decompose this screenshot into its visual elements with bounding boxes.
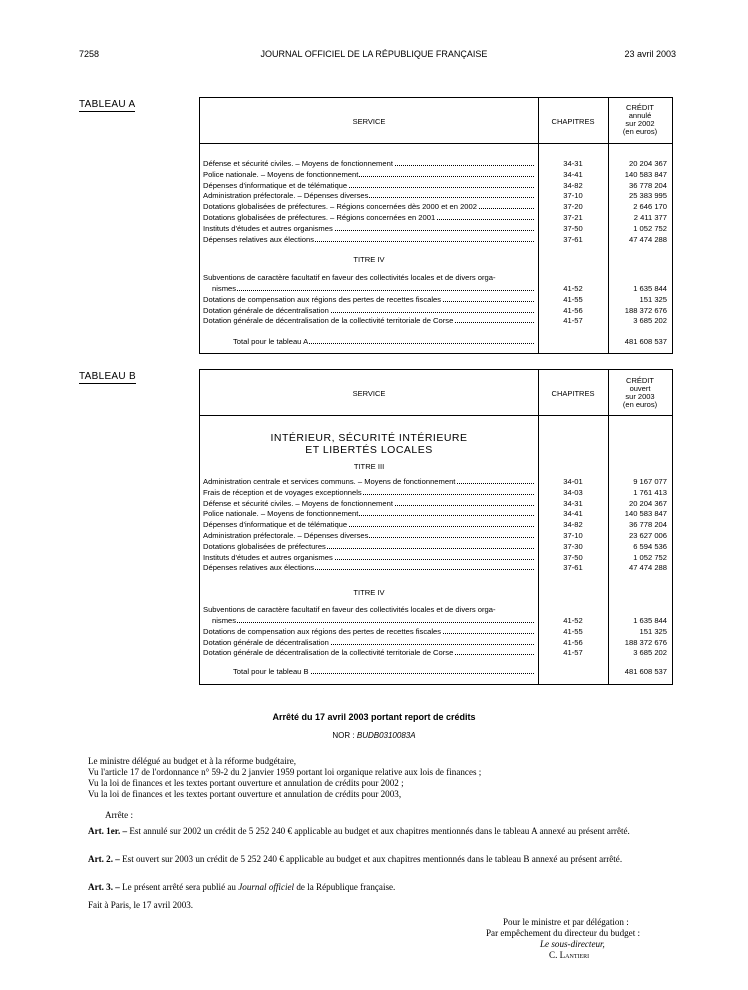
- table-row: [200, 541, 672, 552]
- intro-line: Vu la loi de finances et les textes portant ouverture et annulation de crédits pour 2003,: [88, 789, 402, 799]
- col-service-header: SERVICE: [352, 117, 386, 126]
- credit-cell: 1 052 752: [633, 223, 667, 233]
- service-cell: Défense et sécurité civiles. – Moyens de fonctionnement: [203, 498, 534, 509]
- credit-cell: 47 474 288: [628, 234, 667, 244]
- service-cell: Dotation générale de décentralisation: [203, 637, 534, 648]
- credit-cell: 47 474 288: [628, 563, 667, 573]
- credit-cell: 140 583 847: [624, 169, 667, 179]
- titre-iii-heading: TITRE III: [353, 462, 385, 471]
- table-row: [200, 626, 672, 637]
- service-cell: Frais de réception et de voyages exceptionnels: [203, 487, 534, 498]
- credit-cell: 3 685 202: [633, 316, 667, 326]
- journal-title: JOURNAL OFFICIEL DE LA RÉPUBLIQUE FRANÇAISE: [260, 49, 488, 59]
- chapitre-cell: 34-41: [563, 509, 583, 519]
- credit-cell: 1 635 844: [633, 284, 667, 293]
- chapitre-cell: 34-31: [563, 159, 583, 168]
- fait-a-paris: Fait à Paris, le 17 avril 2003.: [88, 900, 194, 910]
- signature-line-1: Pour le ministre et par délégation :: [503, 917, 629, 927]
- service-cell: Instituts d'études et autres organismes: [203, 552, 534, 563]
- chapitre-cell: 34-82: [563, 520, 583, 530]
- signature-line-2: Par empêchement du directeur du budget :: [486, 928, 641, 938]
- page-number: 7258: [79, 49, 100, 59]
- credit-cell: 2 646 170: [633, 202, 667, 212]
- table-row: [200, 508, 672, 519]
- arrete-title: Arrêté du 17 avril 2003 portant report de crédits: [272, 712, 476, 722]
- table-row: [200, 562, 672, 573]
- credit-cell: 188 372 676: [624, 637, 667, 647]
- chapitre-cell: 37-61: [563, 234, 583, 244]
- service-cell: nismes: [212, 283, 534, 294]
- chapitre-cell: 41-55: [563, 294, 583, 304]
- service-cell: Administration préfectorale. – Dépenses diverses: [203, 530, 534, 541]
- table-row: [200, 498, 672, 509]
- chapitre-cell: 34-03: [563, 487, 583, 497]
- chapitre-cell: 41-56: [563, 305, 583, 315]
- service-cell: Dotations de compensation aux régions des pertes de recettes fiscales: [203, 626, 534, 637]
- service-cell: Dotations de compensation aux régions des pertes de recettes fiscales: [203, 294, 534, 305]
- service-cell: Défense et sécurité civiles. – Moyens de fonctionnement: [203, 158, 534, 169]
- credit-cell: 1 761 413: [633, 487, 667, 497]
- service-cell: Dotations globalisées de préfectures. – Régions concernées dès 2000 et en 2002: [203, 201, 534, 212]
- col-credit-header: CRÉDIT ouvert sur 2003 (en euros): [622, 376, 658, 409]
- table-row: [200, 212, 672, 223]
- table-row: [200, 647, 672, 658]
- chapitre-cell: 37-10: [563, 531, 583, 540]
- table-a: [199, 97, 673, 354]
- titre-iv-heading: TITRE IV: [353, 588, 385, 597]
- service-cell: Dotation générale de décentralisation de la collectivité territoriale de Corse: [203, 315, 534, 326]
- chapitre-cell: 37-10: [563, 191, 583, 201]
- intro-line: Vu l'article 17 de l'ordonnance n° 59-2 du 2 janvier 1959 portant loi organique relative aux lois de finances ;: [88, 767, 482, 777]
- table-a-label: TABLEAU A: [79, 99, 136, 110]
- col-service-header: SERVICE: [352, 389, 386, 398]
- table-row: [200, 190, 672, 201]
- service-cell: Administration centrale et services communs. – Moyens de fonctionnement: [203, 476, 534, 487]
- publication-date: 23 avril 2003: [624, 49, 676, 59]
- chapitre-cell: 34-01: [563, 477, 583, 486]
- signature-line-3: Le sous-directeur,: [540, 939, 605, 949]
- credit-cell: 151 325: [639, 626, 667, 636]
- credit-cell: 1 635 844: [633, 616, 667, 625]
- service-cell: Dépenses d'informatique et de télématique: [203, 180, 534, 191]
- credit-cell: 36 778 204: [628, 180, 667, 190]
- table-row: [200, 201, 672, 212]
- chapitre-cell: 37-20: [563, 202, 583, 212]
- arrete-word: Arrête :: [105, 810, 134, 820]
- service-cell: Dotation générale de décentralisation: [203, 305, 534, 316]
- header-divider: [200, 143, 672, 144]
- credit-cell: 36 778 204: [628, 520, 667, 530]
- credit-cell: 1 052 752: [633, 552, 667, 562]
- chapitre-cell: 37-50: [563, 223, 583, 233]
- service-cell: Police nationale. – Moyens de fonctionnement: [203, 508, 534, 519]
- credit-cell: 23 627 006: [628, 531, 667, 540]
- table-row: [200, 315, 672, 326]
- service-cell: Dépenses relatives aux élections: [203, 562, 534, 573]
- intro-line: Vu la loi de finances et les textes portant ouverture et annulation de crédits pour 2002 ;: [88, 778, 404, 788]
- table-row: [200, 637, 672, 648]
- credit-cell: 25 383 995: [628, 191, 667, 201]
- chapitre-cell: 41-52: [563, 616, 583, 625]
- service-cell: Dotation générale de décentralisation de la collectivité territoriale de Corse: [203, 647, 534, 658]
- header-divider: [200, 415, 672, 416]
- credit-cell: 3 685 202: [633, 648, 667, 658]
- credit-cell: 20 204 367: [628, 159, 667, 168]
- chapitre-cell: 37-21: [563, 213, 583, 222]
- table-row: [200, 476, 672, 487]
- ministry-heading: INTÉRIEUR, SÉCURITÉ INTÉRIEURE: [270, 432, 468, 444]
- table-row: [200, 530, 672, 541]
- chapitre-cell: 34-31: [563, 498, 583, 508]
- table-row: [200, 180, 672, 191]
- service-cell: nismes: [212, 615, 534, 626]
- intro-line: Le ministre délégué au budget et à la réforme budgétaire,: [88, 756, 297, 766]
- table-row: [200, 294, 672, 305]
- chapitre-cell: 37-61: [563, 563, 583, 573]
- table-row: [200, 519, 672, 530]
- col-chapitres-header: CHAPITRES: [551, 117, 595, 126]
- article-1: Art. 1er. – Est annulé sur 2002 un crédit de 5 252 240 € applicable au budget et aux chapitres mentionnés dans le tableau A annexé au présent arrêté.: [88, 826, 630, 836]
- col-credit-header: CRÉDIT annulé sur 2002 (en euros): [622, 103, 658, 136]
- subventions-line: Subventions de caractère facultatif en faveur des collectivités locales et de divers orga-: [203, 605, 496, 614]
- chapitre-cell: 34-82: [563, 180, 583, 190]
- table-row: [200, 234, 672, 245]
- chapitre-cell: 41-55: [563, 626, 583, 636]
- col-chapitres-header: CHAPITRES: [551, 389, 595, 398]
- table-row: [200, 552, 672, 563]
- article-3: Art. 3. – Le présent arrêté sera publié au Journal officiel de la République française.: [88, 882, 396, 892]
- service-cell: Dotations globalisées de préfectures: [203, 541, 534, 552]
- chapitre-cell: 34-41: [563, 169, 583, 179]
- table-row: [200, 158, 672, 169]
- credit-cell: 151 325: [639, 294, 667, 304]
- chapitre-cell: 41-57: [563, 316, 583, 326]
- chapitre-cell: 37-30: [563, 541, 583, 551]
- table-a-total: Total pour le tableau A 481 608 537: [233, 337, 667, 346]
- table-b: [199, 369, 673, 685]
- chapitre-cell: 37-50: [563, 552, 583, 562]
- titre-iv-heading: TITRE IV: [353, 255, 385, 264]
- credit-cell: 6 594 536: [633, 541, 667, 551]
- table-row: [200, 283, 672, 294]
- service-cell: Police nationale. – Moyens de fonctionnement: [203, 169, 534, 180]
- service-cell: Administration préfectorale. – Dépenses diverses: [203, 190, 534, 201]
- service-cell: Dotations globalisées de préfectures. – Régions concernées en 2001: [203, 212, 534, 223]
- table-b-label: TABLEAU B: [79, 371, 136, 382]
- credit-cell: 2 411 377: [633, 213, 667, 222]
- subventions-line: Subventions de caractère facultatif en faveur des collectivités locales et de divers orga-: [203, 273, 496, 282]
- signature-name: C. Lantieri: [549, 950, 590, 960]
- table-b-total: Total pour le tableau B 481 608 537: [233, 667, 667, 676]
- nor-reference: NOR : BUDB0310083A: [332, 731, 416, 740]
- table-row: [200, 169, 672, 180]
- chapitre-cell: 41-56: [563, 637, 583, 647]
- service-cell: Dépenses d'informatique et de télématique: [203, 519, 534, 530]
- credit-cell: 188 372 676: [624, 305, 667, 315]
- article-2: Art. 2. – Est ouvert sur 2003 un crédit de 5 252 240 € applicable au budget et aux chapitres mentionnés dans le tableau B annexé au présent arrêté.: [88, 854, 623, 864]
- credit-cell: 140 583 847: [624, 509, 667, 519]
- chapitre-cell: 41-52: [563, 284, 583, 293]
- credit-cell: 20 204 367: [628, 498, 667, 508]
- service-cell: Instituts d'études et autres organismes: [203, 223, 534, 234]
- chapitre-cell: 41-57: [563, 648, 583, 658]
- ministry-heading-2: ET LIBERTÉS LOCALES: [305, 444, 433, 456]
- service-cell: Dépenses relatives aux élections: [203, 234, 534, 245]
- table-row: [200, 487, 672, 498]
- table-row: [200, 223, 672, 234]
- table-row: [200, 305, 672, 316]
- credit-cell: 9 167 077: [633, 477, 667, 486]
- table-row: [200, 615, 672, 626]
